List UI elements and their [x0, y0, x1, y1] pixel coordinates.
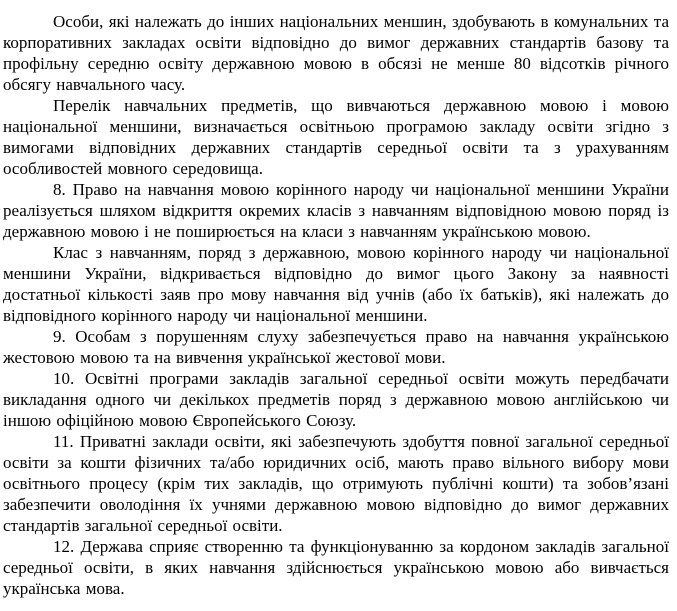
paragraph-item-12: 12. Держава сприяє створенню та функціонуванню за кордоном закладів загальної середньої освіти, в яких навчання здійснюється українською мовою або вивчається українська мова.	[3, 537, 669, 598]
paragraph-item-8: 8. Право на навчання мовою корінного народу чи національної меншини України реалізується шляхом відкриття окремих класів з навчанням відповідною мовою поряд із державною мовою і не поширюється на класи з навчанням українською мовою.	[3, 180, 669, 241]
paragraph-persons-other-minorities: Особи, які належать до інших національних меншин, здобувають в комунальних та корпоративних закладах освіти відповідно до вимог державних стандартів базову та профільну середню освіту державною мовою в обсязі не менше 80 відсотків річного обсягу навчального часу.	[3, 12, 669, 94]
paragraph-item-9: 9. Особам з порушенням слуху забезпечується право на навчання українською жестовою мовою та на вивчення української жестової мови.	[3, 327, 669, 367]
paragraph-subject-list: Перелік навчальних предметів, що вивчаються державною мовою і мовою національної меншини, визначається освітньою програмою закладу освіти згідно з вимогами відповідних державних стандартів середньої освіти та з урахуванням особливостей мовного середовища.	[3, 96, 669, 178]
paragraph-item-10: 10. Освітні програми закладів загальної середньої освіти можуть передбачати викладання одного чи декількох предметів поряд з державною мовою англійською чи іншою офіційною мовою Європейського Союзу.	[3, 369, 669, 430]
paragraph-item-11: 11. Приватні заклади освіти, які забезпечують здобуття повної загальної середньої освіти за кошти фізичних та/або юридичних осіб, мають право вільного вибору мови освітнього процесу (крім тих закладів, що отримують публічні кошти) та зобов’язані забезпечити оволодіння їх учнями державною мовою відповідно до вимог державних стандартів загальної середньої освіти.	[3, 432, 669, 535]
paragraph-class-opening: Клас з навчанням, поряд з державною, мовою корінного народу чи національної меншини України, відкривається відповідно до вимог цього Закону за наявності достатньої кількості заяв про мову навчання від учнів (або їх батьків), які належать до відповідного корінного народу чи національної меншини.	[3, 243, 669, 325]
